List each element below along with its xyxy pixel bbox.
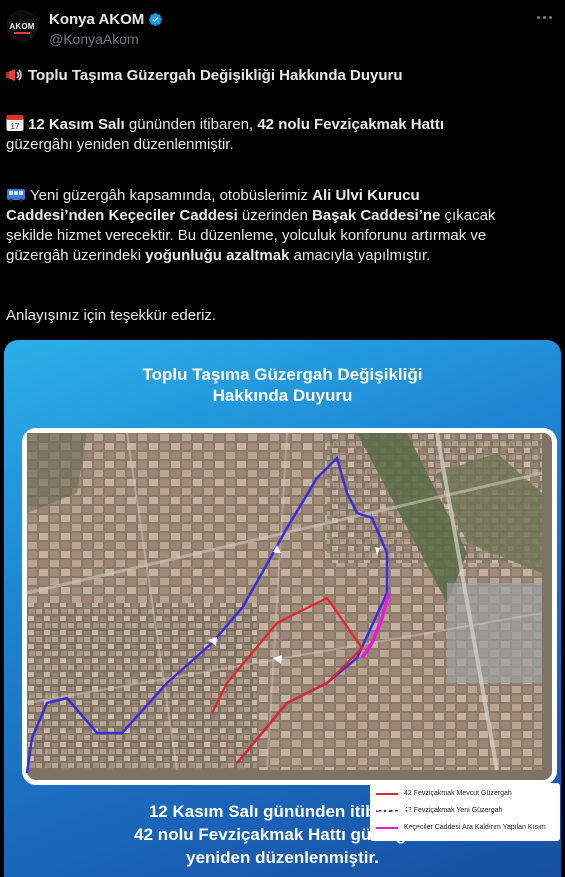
media-title-line: Hakkında Duyuru: [212, 386, 353, 405]
legend-label: 42 Fevziçakmak Yeni Güzergah: [404, 807, 503, 814]
more-icon[interactable]: [537, 12, 557, 22]
avatar-logo-bar: [14, 32, 30, 34]
tweet-media-image[interactable]: [4, 340, 561, 877]
media-caption-line: 42 nolu Fevziçakmak Hattı güzergâhı: [134, 825, 431, 844]
calendar-icon-number: 17: [10, 122, 20, 131]
text-fragment: Yeni güzergâh kapsamında, otobüslerimiz: [30, 187, 313, 204]
headline-line: [6, 66, 403, 86]
megaphone-icon: [6, 67, 24, 83]
author-block: [49, 10, 163, 47]
route-paragraph: [6, 186, 558, 266]
line-name: 42 nolu Fevziçakmak Hattı: [257, 116, 445, 133]
headline: Toplu Taşıma Güzergah Değişikliği Hakkında Duyuru: [28, 67, 403, 84]
media-caption-line: 12 Kasım Salı gününden itibaren,: [148, 802, 417, 821]
bus-icon: [6, 187, 26, 203]
media-caption-line: yeniden düzenlenmiştir.: [186, 848, 379, 867]
verified-badge-icon: [148, 12, 163, 27]
tweet-header: [0, 0, 565, 56]
legend-swatch: [376, 793, 398, 795]
media-title-line: Toplu Taşıma Güzergah Değişikliği: [142, 365, 423, 384]
avatar-logo-text: AKOM: [9, 21, 35, 31]
legend-label: 42 Fevziçakmak Mevcut Güzergah: [404, 790, 512, 797]
calendar-icon: [6, 114, 24, 132]
date-paragraph: [6, 114, 444, 155]
date-text: 12 Kasım Salı: [28, 116, 125, 133]
closing-line: Anlayışınız için teşekkür ederiz.: [6, 307, 217, 324]
street-name: Caddesi’nden Keçeciler Caddesi: [6, 207, 238, 224]
text-fragment: çıkacak: [440, 207, 496, 224]
emphasis: yoğunluğu azaltmak: [145, 247, 290, 264]
text-fragment: güzergâh üzerindeki: [6, 247, 146, 264]
avatar[interactable]: [6, 10, 38, 42]
legend-label: Keçeciler Caddesi Ara Kaldırım Yapılan Kısım: [404, 824, 546, 831]
street-name: Ali Ulvi Kurucu: [312, 187, 420, 204]
media-caption: [4, 800, 561, 869]
handle[interactable]: @KonyaAkom: [49, 31, 139, 47]
media-title: [4, 364, 561, 406]
text-fragment: gününden itibaren,: [124, 116, 258, 133]
street-name: Başak Caddesi’ne: [311, 207, 441, 224]
text-fragment: güzergâhı yeniden düzenlenmiştir.: [6, 136, 234, 153]
text-fragment: üzerinden: [237, 207, 312, 224]
text-fragment: şekilde hizmet verecektir. Bu düzenleme, yolculuk konforunu artırmak ve: [6, 227, 487, 244]
text-fragment: amacıyla yapılmıştır.: [289, 247, 431, 264]
legend-item: [376, 790, 512, 797]
satellite-map: [27, 433, 542, 770]
display-name[interactable]: Konya AKOM: [49, 10, 145, 28]
